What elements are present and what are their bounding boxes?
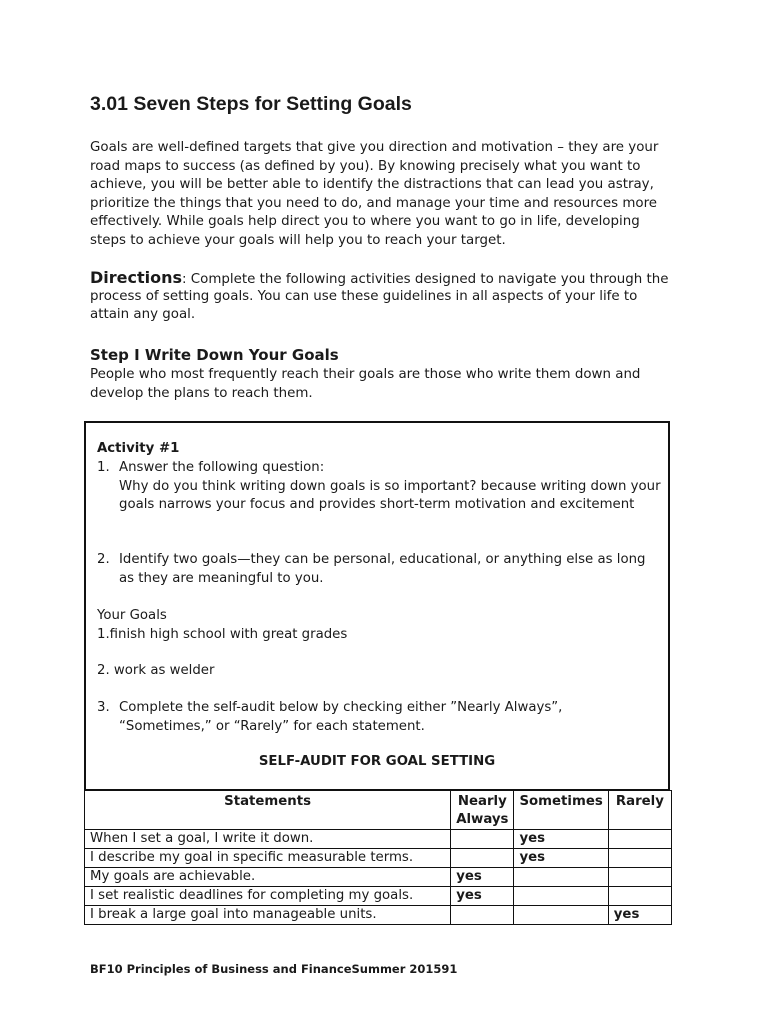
sometimes-cell[interactable]: yes [514,830,608,849]
table-row [85,868,672,887]
goal-2: 2. work as welder [97,663,215,678]
statement-cell: I set realistic deadlines for completing my goals. [85,887,451,906]
question-2-text: as they are meaningful to you. [119,571,324,586]
table-row [85,906,672,925]
sometimes-cell[interactable] [514,868,608,887]
intro-paragraph [90,139,680,250]
directions-label: Directions [90,268,183,287]
statement-cell: I describe my goal in specific measurable terms. [85,849,451,868]
rarely-cell[interactable] [608,849,671,868]
question-3-text: “Sometimes,” or “Rarely” for each statement. [119,719,425,734]
header-rarely: Rarely [608,791,671,830]
header-statements: Statements [85,791,451,830]
question-3-number: 3. [97,700,110,715]
intro-line: steps to achieve your goals will help you to reach your target. [90,232,506,248]
table-header-row [85,791,672,830]
table-row [85,849,672,868]
nearly-always-cell[interactable]: yes [451,887,514,906]
rarely-cell[interactable] [608,887,671,906]
nearly-always-cell[interactable] [451,906,514,925]
intro-line: road maps to success (as defined by you). By knowing precisely what you want to [90,158,641,174]
question-1-label: Answer the following question: [119,460,325,475]
sometimes-cell[interactable] [514,887,608,906]
directions-text: attain any goal. [90,307,196,322]
step-heading: Step I Write Down Your Goals [90,346,339,364]
sometimes-cell[interactable]: yes [514,849,608,868]
statement-cell: I break a large goal into manageable units. [85,906,451,925]
step-text: People who most frequently reach their goals are those who write them down and [90,367,641,382]
nearly-always-cell[interactable]: yes [451,868,514,887]
question-1-answer: goals narrows your focus and provides short-term motivation and excitement [119,497,635,512]
question-3-text: Complete the self-audit below by checking either ”Nearly Always”, [119,700,563,715]
intro-line: Goals are well-defined targets that give you direction and motivation – they are your [90,140,659,155]
goal-1: 1.finish high school with great grades [97,627,348,642]
question-2-number: 2. [97,552,110,567]
rarely-cell[interactable]: yes [608,906,671,925]
self-audit-table [84,790,672,925]
intro-line: prioritize the things that you need to do, and manage your time and resources more [90,195,658,211]
statement-cell: When I set a goal, I write it down. [85,830,451,849]
self-audit-title: SELF-AUDIT FOR GOAL SETTING [258,754,496,769]
question-1-answer: Why do you think writing down goals is so important? because writing down your [119,479,661,494]
rarely-cell[interactable] [608,830,671,849]
directions-text: process of setting goals. You can use these guidelines in all aspects of your life to [90,288,638,304]
directions-paragraph [90,269,680,325]
header-nearly-always: Nearly Always [451,791,514,830]
nearly-always-cell[interactable] [451,830,514,849]
page-title: 3.01 Seven Steps for Setting Goals [90,93,412,115]
question-2-text: Identify two goals—they can be personal, educational, or anything else as long [119,552,646,567]
question-1-number: 1. [97,460,110,475]
table-row [85,887,672,906]
statement-cell: My goals are achievable. [85,868,451,887]
intro-line: achieve, you will be better able to identify the distractions that can lead you astray, [90,177,654,192]
header-sometimes: Sometimes [514,791,608,830]
step-text: develop the plans to reach them. [90,385,313,401]
intro-line: effectively. While goals help direct you to where you want to go in life, developing [90,214,640,229]
your-goals-label: Your Goals [97,608,167,623]
rarely-cell[interactable] [608,868,671,887]
step-description [90,366,680,403]
activity-title: Activity #1 [97,441,180,456]
page-footer: BF10 Principles of Business and FinanceSummer 201591 [90,962,458,976]
sometimes-cell[interactable] [514,906,608,925]
directions-text: : Complete the following activities designed to navigate you through the [182,272,669,287]
table-row [85,830,672,849]
nearly-always-cell[interactable] [451,849,514,868]
